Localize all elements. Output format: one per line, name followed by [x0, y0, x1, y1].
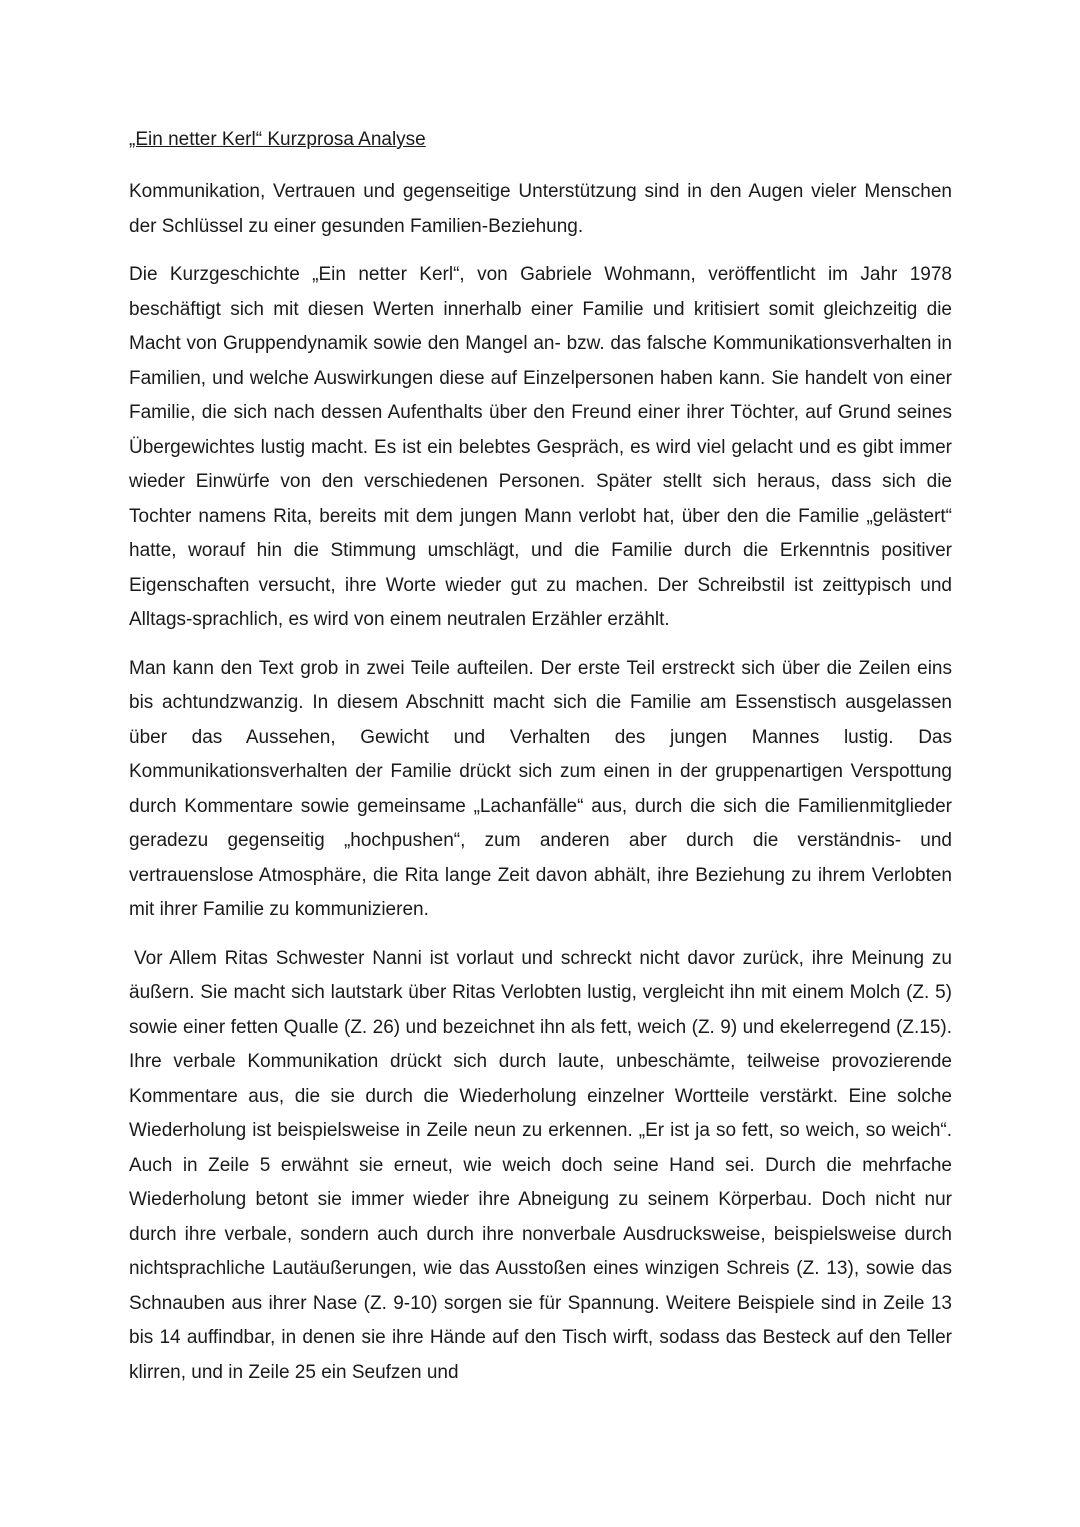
document-title: „Ein netter Kerl“ Kurzprosa Analyse: [129, 129, 426, 150]
paragraph-structure: Man kann den Text grob in zwei Teile aufteilen. Der erste Teil erstreckt sich über die Zeilen eins bis achtundzwanzig. In diesem Abschnitt macht sich die Familie am Essenstisch ausgelassen über das Aussehen, Gewicht und Verhalten des jungen Mannes lustig. Das Kommunikationsverhalten der Familie drückt sich zum einen in der gruppenartigen Verspottung durch Kommentare sowie gemeinsame „Lachanfälle“ aus, durch die sich die Familienmitglieder geradezu gegenseitig „hochpushen“, zum anderen aber durch die verständnis- und vertrauenslose Atmosphäre, die Rita lange Zeit davon abhält, ihre Beziehung zu ihrem Verlobten mit ihrer Familie zu kommunizieren.: [129, 657, 952, 920]
paragraph-nanni: Vor Allem Ritas Schwester Nanni ist vorlaut und schreckt nicht davor zurück, ihre Meinung zu äußern. Sie macht sich lautstark über Ritas Verlobten lustig, vergleicht ihn mit einem Molch (Z. 5) sowie einer fetten Qualle (Z. 26) und bezeichnet ihn als fett, weich (Z. 9) und ekelerregend (Z.15). Ihre verbale Kommunikation drückt sich durch laute, unbeschämte, teilweise provozierende Kommentare aus, die sie durch die Wiederholung einzelner Wortteile verstärkt. Eine solche Wiederholung ist beispielsweise in Zeile neun zu erkennen. „Er ist ja so fett, so weich, so weich“. Auch in Zeile 5 erwähnt sie erneut, wie weich doch seine Hand sei. Durch die mehrfache Wiederholung betont sie immer wieder ihre Abneigung zu seinem Körperbau. Doch nicht nur durch ihre verbale, sondern auch durch ihre nonverbale Ausdrucksweise, beispielsweise durch nichtsprachliche Lautäußerungen, wie das Ausstoßen eines winzigen Schreis (Z. 13), sowie das Schnauben aus ihrer Nase (Z. 9-10) sorgen sie für Spannung. Weitere Beispiele sind in Zeile 13 bis 14 auffindbar, in denen sie ihre Hände auf den Tisch wirft, sodass das Besteck auf den Teller klirren, und in Zeile 25 ein Seufzen und: [129, 947, 952, 1383]
document-page: [129, 127, 952, 1404]
paragraph-summary: Die Kurzgeschichte „Ein netter Kerl“, von Gabriele Wohmann, veröffentlicht im Jahr 1978 beschäftigt sich mit diesen Werten innerhalb einer Familie und kritisiert somit gleichzeitig die Macht von Gruppendynamik sowie den Mangel an- bzw. das falsche Kommunikationsverhalten in Familien, und welche Auswirkungen diese auf Einzelpersonen haben kann. Sie handelt von einer Familie, die sich nach dessen Aufenthalts über den Freund einer ihrer Töchter, auf Grund seines Übergewichtes lustig macht. Es ist ein belebtes Gespräch, es wird viel gelacht und es gibt immer wieder Einwürfe von den verschiedenen Personen. Später stellt sich heraus, dass sich die Tochter namens Rita, bereits mit dem jungen Mann verlobt hat, über den die Familie „gelästert“ hatte, worauf hin die Stimmung umschlägt, und die Familie durch die Erkenntnis positiver Eigenschaften versucht, ihre Worte wieder gut zu machen. Der Schreibstil ist zeittypisch und Alltags-sprachlich, es wird von einem neutralen Erzähler erzählt.: [129, 264, 952, 630]
paragraph-intro: Kommunikation, Vertrauen und gegenseitige Unterstützung sind in den Augen vieler Menschen der Schlüssel zu einer gesunden Familien-Beziehung.: [129, 181, 952, 237]
